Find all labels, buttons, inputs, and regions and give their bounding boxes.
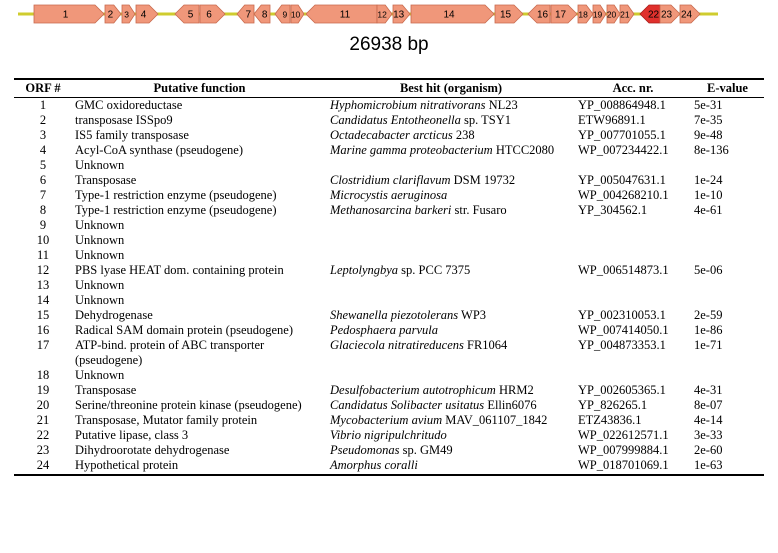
orf-number: 7 — [39, 188, 47, 202]
putative-function: PBS lyase HEAT dom. containing protein — [75, 263, 284, 277]
gene-label: 20 — [606, 9, 617, 20]
gene-label: 2 — [107, 9, 114, 21]
organism-name: Microcystis aeruginosa — [330, 188, 448, 202]
table-header-row — [14, 79, 764, 98]
organism-name: Methanosarcina barkeri — [330, 203, 452, 217]
e-value: 2e-59 — [694, 308, 723, 322]
orf-number: 9 — [39, 218, 47, 232]
orf-number: 22 — [36, 428, 50, 442]
e-value — [691, 293, 764, 308]
orf-number: 16 — [36, 323, 50, 337]
e-value: 1e-24 — [694, 173, 723, 187]
putative-function: Serine/threonine protein kinase (pseudogene) — [75, 398, 302, 412]
orf-number: 3 — [39, 128, 47, 142]
best-hit-organism — [327, 203, 575, 218]
orf-number: 2 — [39, 113, 47, 127]
gene-arrow-9 — [275, 5, 290, 23]
putative-function: ATP-bind. protein of ABC transporter (pseudogene) — [75, 338, 265, 367]
accession-number: WP_006514873.1 — [578, 263, 669, 277]
gene-label: 12 — [377, 9, 387, 20]
table-row — [14, 188, 764, 203]
accession-number: YP_007701055.1 — [578, 128, 666, 142]
organism-strain: sp. TSY1 — [460, 113, 512, 127]
header-orf: ORF # — [14, 79, 72, 98]
gene-shape — [34, 5, 104, 23]
gene-label: 6 — [206, 9, 212, 21]
orf-number: 17 — [36, 338, 50, 352]
best-hit-organism — [327, 308, 575, 323]
gene-label: 18 — [578, 9, 588, 20]
table-row — [14, 293, 764, 308]
gene-arrow-22 — [640, 5, 660, 23]
table-row — [14, 383, 764, 398]
gene-label: 8 — [261, 9, 268, 21]
best-hit-organism — [327, 323, 575, 338]
putative-function: Unknown — [75, 278, 125, 292]
table-row — [14, 248, 764, 263]
best-hit-organism — [327, 248, 575, 263]
gene-arrow-19 — [593, 5, 606, 23]
accession-number: WP_018701069.1 — [575, 458, 691, 475]
e-value — [691, 233, 764, 248]
e-value: 4e-14 — [694, 413, 723, 427]
gene-label: 5 — [187, 9, 194, 21]
accession-number — [575, 158, 691, 173]
best-hit-organism — [327, 143, 575, 158]
orf-number: 13 — [36, 278, 50, 292]
putative-function: IS5 family transposase — [75, 128, 189, 142]
best-hit-organism — [327, 278, 575, 293]
e-value: 8e-07 — [694, 398, 723, 412]
orf-number: 11 — [36, 248, 50, 262]
gene-arrow-20 — [607, 5, 620, 23]
best-hit-organism — [327, 218, 575, 233]
putative-function: Unknown — [75, 293, 125, 307]
gene-label: 14 — [443, 9, 455, 21]
best-hit-organism — [327, 293, 575, 308]
best-hit-organism — [327, 113, 575, 128]
e-value: 1e-63 — [691, 458, 764, 475]
gene-label: 13 — [393, 9, 405, 21]
gene-arrow-8 — [254, 5, 270, 23]
header-evalue: E-value — [691, 79, 764, 98]
orf-number: 1 — [39, 98, 47, 112]
e-value — [691, 218, 764, 233]
accession-number: WP_007999884.1 — [578, 443, 669, 457]
gene-label: 21 — [620, 9, 630, 20]
gene-map — [0, 0, 778, 32]
gene-arrow-21 — [620, 5, 634, 23]
organism-name: Clostridium clariflavum — [330, 173, 451, 187]
best-hit-organism — [327, 188, 575, 203]
gene-arrow-1 — [34, 5, 104, 23]
table-row — [14, 443, 764, 458]
e-value: 4e-31 — [694, 383, 723, 397]
organism-name: Desulfobacterium autotrophicum — [330, 383, 496, 397]
e-value: 1e-86 — [694, 323, 723, 337]
e-value — [691, 248, 764, 263]
accession-number — [575, 233, 691, 248]
putative-function: Dihydroorotate dehydrogenase — [75, 443, 230, 457]
putative-function: Acyl-CoA synthase (pseudogene) — [75, 143, 244, 157]
e-value: 8e-136 — [694, 143, 729, 157]
gene-arrow-12 — [377, 5, 392, 23]
table-row — [14, 113, 764, 128]
gene-arrow-2 — [105, 5, 121, 23]
accession-number: YP_826265.1 — [578, 398, 648, 412]
table-row — [14, 323, 764, 338]
accession-number: WP_007234422.1 — [578, 143, 669, 157]
best-hit-organism — [327, 368, 575, 383]
organism-strain: NL23 — [485, 98, 518, 112]
organism-name: Pseudomonas — [330, 443, 400, 457]
best-hit-organism — [327, 98, 575, 114]
gene-arrow-6 — [200, 5, 225, 23]
orf-number: 20 — [36, 398, 50, 412]
gene-shape — [136, 5, 158, 23]
orf-table — [14, 78, 764, 476]
organism-name: Mycobacterium avium — [330, 413, 443, 427]
e-value — [691, 278, 764, 293]
orf-number: 15 — [36, 308, 50, 322]
organism-strain: sp. GM49 — [399, 443, 453, 457]
accession-number — [575, 278, 691, 293]
putative-function: Unknown — [75, 248, 125, 262]
orf-number: 4 — [39, 143, 47, 157]
organism-name: Octadecabacter arcticus — [330, 128, 453, 142]
accession-number: ETW96891.1 — [578, 113, 646, 127]
putative-function: Hypothetical protein — [72, 458, 327, 475]
putative-function: Unknown — [75, 158, 125, 172]
orf-number: 19 — [36, 383, 50, 397]
organism-strain: HRM2 — [495, 383, 534, 397]
organism-strain: Ellin6076 — [484, 398, 537, 412]
putative-function: Transposase — [75, 383, 137, 397]
gene-label: 11 — [339, 9, 351, 21]
orf-number: 21 — [36, 413, 50, 427]
table-row — [14, 128, 764, 143]
best-hit-organism — [327, 128, 575, 143]
table-row — [14, 203, 764, 218]
accession-number: YP_008864948.1 — [578, 98, 666, 112]
table-row — [14, 218, 764, 233]
putative-function: Unknown — [75, 218, 125, 232]
putative-function: Unknown — [75, 368, 125, 382]
e-value: 2e-60 — [694, 443, 723, 457]
table-row — [14, 263, 764, 278]
accession-number: YP_004873353.1 — [578, 338, 666, 352]
gene-arrow-23 — [660, 5, 680, 23]
gene-arrow-7 — [237, 5, 254, 23]
gene-label: 10 — [290, 9, 301, 20]
accession-number: WP_007414050.1 — [578, 323, 669, 337]
table-row — [14, 158, 764, 173]
putative-function: Dehydrogenase — [75, 308, 153, 322]
orf-number: 18 — [36, 368, 50, 382]
putative-function: Type-1 restriction enzyme (pseudogene) — [75, 203, 277, 217]
header-acc: Acc. nr. — [575, 79, 691, 98]
best-hit-organism — [327, 383, 575, 398]
e-value: 3e-33 — [694, 428, 723, 442]
e-value: 9e-48 — [694, 128, 723, 142]
gene-arrow-5 — [175, 5, 199, 23]
table-row — [14, 458, 764, 475]
gene-arrow-11 — [306, 5, 377, 23]
gene-label: 19 — [592, 9, 603, 20]
gene-arrow-18 — [578, 5, 593, 23]
gene-arrow-17 — [551, 5, 577, 23]
table-row — [14, 278, 764, 293]
organism-strain: WP3 — [458, 308, 487, 322]
orf-number: 12 — [36, 263, 50, 277]
table-row — [14, 338, 764, 368]
best-hit-organism — [327, 263, 575, 278]
putative-function: Unknown — [75, 233, 125, 247]
organism-name: Pedosphaera parvula — [330, 323, 438, 337]
e-value — [691, 158, 764, 173]
best-hit-organism — [327, 173, 575, 188]
accession-number: YP_304562.1 — [578, 203, 648, 217]
organism-name: Leptolyngbya — [330, 263, 399, 277]
organism-strain: str. Fusaro — [451, 203, 507, 217]
best-hit-organism — [327, 458, 575, 475]
orf-number: 14 — [36, 293, 50, 307]
putative-function: transposase ISSpo9 — [75, 113, 173, 127]
organism-name: Glaciecola nitratireducens — [330, 338, 464, 352]
orf-number: 23 — [36, 443, 50, 457]
best-hit-organism — [327, 233, 575, 248]
organism-name: Candidatus Entotheonella — [330, 113, 461, 127]
gene-arrow-4 — [136, 5, 158, 23]
organism-name: Hyphomicrobium nitrativorans — [330, 98, 486, 112]
organism-name: Vibrio nigripulchritudo — [330, 428, 447, 442]
e-value: 5e-06 — [694, 263, 723, 277]
best-hit-organism — [327, 158, 575, 173]
gene-label: 3 — [124, 9, 129, 20]
gene-arrow-24 — [680, 5, 700, 23]
putative-function: Transposase — [75, 173, 137, 187]
accession-number: WP_004268210.1 — [578, 188, 669, 202]
accession-number: ETZ43836.1 — [578, 413, 642, 427]
orf-number: 5 — [39, 158, 47, 172]
gene-label: 7 — [245, 9, 252, 21]
accession-number: YP_002605365.1 — [578, 383, 666, 397]
gene-arrow-13 — [393, 5, 410, 23]
e-value: 7e-35 — [694, 113, 723, 127]
accession-number — [575, 248, 691, 263]
organism-strain: HTCC2080 — [492, 143, 555, 157]
gene-label: 22 — [647, 9, 660, 21]
e-value — [691, 368, 764, 383]
table-row — [14, 308, 764, 323]
gene-label: 15 — [499, 9, 512, 21]
best-hit-organism — [327, 428, 575, 443]
organism-strain: 238 — [452, 128, 475, 142]
orf-number: 10 — [36, 233, 50, 247]
table-body — [14, 98, 764, 476]
gene-arrow-3 — [122, 5, 135, 23]
organism-name: Amorphus coralli — [330, 458, 418, 472]
gene-label: 4 — [140, 9, 147, 21]
accession-number — [575, 293, 691, 308]
gene-label: 23 — [660, 9, 673, 21]
organism-strain: MAV_061107_1842 — [442, 413, 548, 427]
gene-arrow-16 — [528, 5, 550, 23]
organism-strain: DSM 19732 — [450, 173, 516, 187]
table-row — [14, 173, 764, 188]
organism-name: Candidatus Solibacter usitatus — [330, 398, 485, 412]
accession-number: YP_005047631.1 — [578, 173, 666, 187]
organism-name: Marine gamma proteobacterium — [330, 143, 493, 157]
gene-label: 17 — [554, 9, 567, 21]
e-value: 1e-10 — [694, 188, 723, 202]
orf-number: 8 — [39, 203, 47, 217]
e-value: 4e-61 — [694, 203, 723, 217]
table-row — [14, 398, 764, 413]
organism-strain: FR1064 — [463, 338, 508, 352]
best-hit-organism — [327, 398, 575, 413]
gene-label: 9 — [282, 9, 288, 20]
gene-label: 24 — [680, 9, 693, 21]
table-row — [14, 233, 764, 248]
accession-number: YP_002310053.1 — [578, 308, 666, 322]
orf-number: 24 — [14, 458, 72, 475]
gene-label: 16 — [536, 9, 549, 21]
accession-number: WP_022612571.1 — [578, 428, 669, 442]
table-row — [14, 428, 764, 443]
header-function: Putative function — [72, 79, 327, 98]
best-hit-organism — [327, 338, 575, 368]
putative-function: Transposase, Mutator family protein — [75, 413, 258, 427]
gene-arrow-15 — [495, 5, 523, 23]
table-row — [14, 413, 764, 428]
organism-name: Shewanella piezotolerans — [330, 308, 459, 322]
putative-function: Putative lipase, class 3 — [75, 428, 189, 442]
gene-label: 1 — [62, 9, 69, 21]
best-hit-organism — [327, 413, 575, 428]
table-row — [14, 98, 764, 114]
e-value: 5e-31 — [694, 98, 723, 112]
best-hit-organism — [327, 443, 575, 458]
table-row — [14, 368, 764, 383]
e-value: 1e-71 — [694, 338, 723, 352]
putative-function: Type-1 restriction enzyme (pseudogene) — [75, 188, 277, 202]
gene-shape — [200, 5, 225, 23]
orf-number: 6 — [39, 173, 47, 187]
gene-arrow-14 — [411, 5, 494, 23]
header-organism: Best hit (organism) — [327, 79, 575, 98]
gene-arrow-10 — [291, 5, 304, 23]
organism-strain: sp. PCC 7375 — [398, 263, 471, 277]
putative-function: GMC oxidoreductase — [75, 98, 183, 112]
table-row — [14, 143, 764, 158]
genome-size-label: 26938 bp — [349, 34, 429, 55]
accession-number — [575, 218, 691, 233]
accession-number — [575, 368, 691, 383]
putative-function: Radical SAM domain protein (pseudogene) — [75, 323, 294, 337]
